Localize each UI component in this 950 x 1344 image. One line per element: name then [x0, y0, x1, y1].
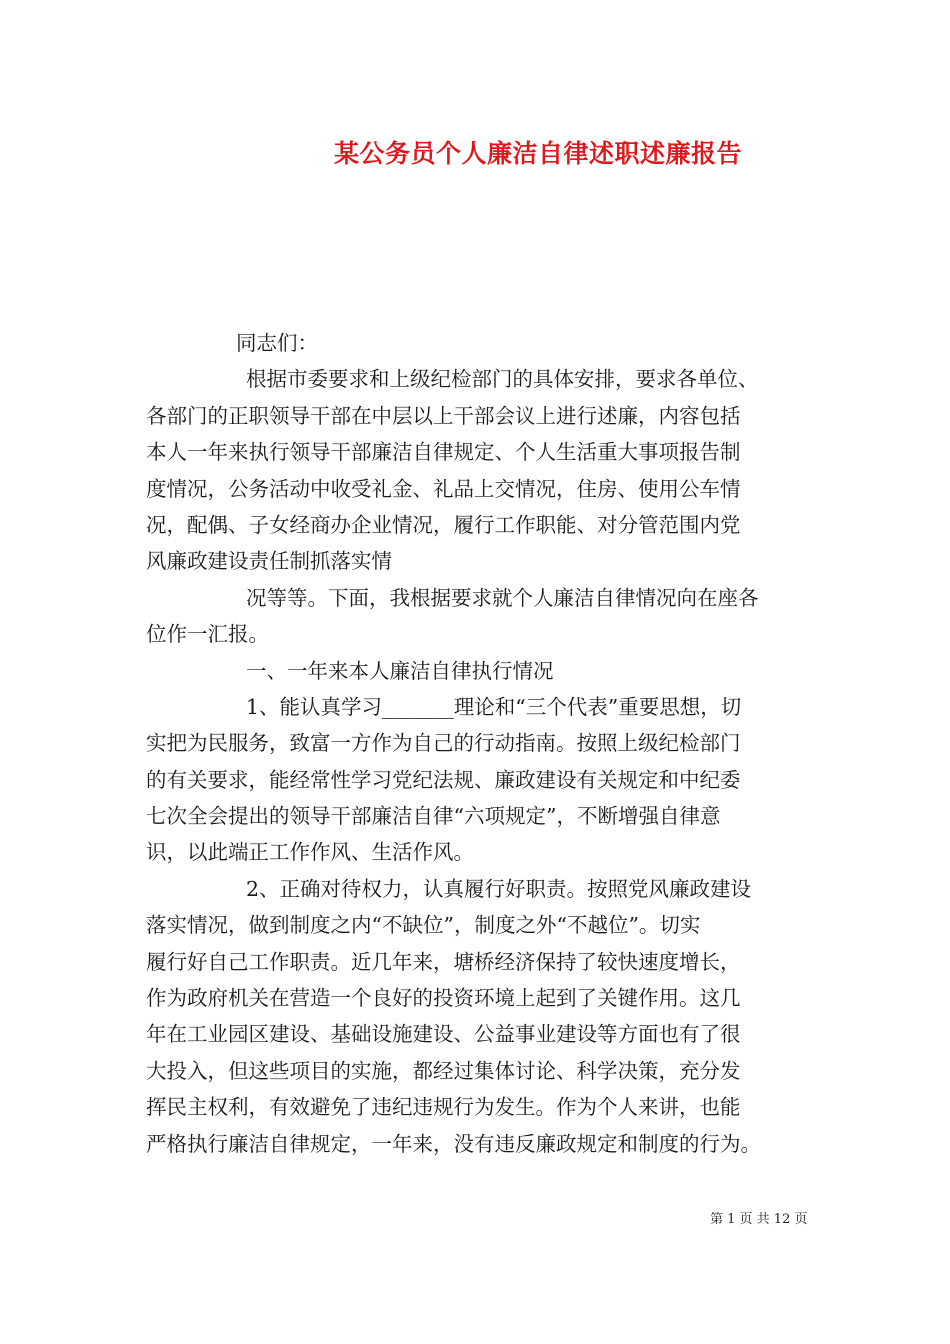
paragraph-1-line-1: 根据市委要求和上级纪检部门的具体安排，要求各单位、 — [246, 367, 759, 392]
item-2-line-2: 落实情况，做到制度之内“不缺位”，制度之外“不越位”。切实 — [146, 913, 701, 938]
item-2-line-4: 作为政府机关在营造一个良好的投资环境上起到了关键作用。这几 — [146, 986, 741, 1011]
item-2-line-6: 大投入，但这些项目的实施，都经过集体讨论、科学决策，充分发 — [146, 1058, 741, 1083]
item-2-line-1: 2、正确对待权力，认真履行好职责。按照党风廉政建设 — [246, 876, 752, 901]
paragraph-1-line-3: 本人一年来执行领导干部廉洁自律规定、个人生活重大事项报告制 — [146, 440, 741, 465]
paragraph-1-line-6: 风廉政建设责任制抓落实情 — [146, 549, 392, 574]
item-1-line-5: 识，以此端正工作作风、生活作风。 — [146, 840, 474, 865]
paragraph-1-line-2: 各部门的正职领导干部在中层以上干部会议上进行述廉，内容包括 — [146, 403, 741, 428]
document-title: 某公务员个人廉洁自律述职述廉报告 — [334, 139, 743, 168]
section-heading: 一、一年来本人廉洁自律执行情况 — [246, 658, 554, 683]
item-2-line-8: 严格执行廉洁自律规定，一年来，没有违反廉政规定和制度的行为。 — [146, 1131, 761, 1156]
item-1-line-3: 的有关要求，能经常性学习党纪法规、廉政建设有关规定和中纪委 — [146, 767, 741, 792]
item-2-line-3: 履行好自己工作职责。近几年来，塘桥经济保持了较快速度增长， — [146, 949, 741, 974]
paragraph-1-line-5: 况，配偶、子女经商办企业情况，履行工作职能、对分管范围内党 — [146, 512, 741, 537]
paragraph-2-line-2: 位作一汇报。 — [146, 622, 269, 647]
item-1-line-1: 1、能认真学习_______理论和“三个代表”重要思想，切 — [246, 694, 742, 719]
item-1-line-4: 七次全会提出的领导干部廉洁自律“六项规定”，不断增强自律意 — [146, 804, 721, 829]
item-2-line-5: 年在工业园区建设、基础设施建设、公益事业建设等方面也有了很 — [146, 1022, 741, 1047]
item-2-line-7: 挥民主权利，有效避免了违纪违规行为发生。作为个人来讲，也能 — [146, 1095, 741, 1120]
page-number: 第 1 页 共 12 页 — [710, 1212, 808, 1227]
item-1-line-2: 实把为民服务，致富一方作为自己的行动指南。按照上级纪检部门 — [146, 731, 741, 756]
paragraph-2-line-1: 况等等。下面，我根据要求就个人廉洁自律情况向在座各 — [246, 585, 759, 610]
salutation: 同志们： — [236, 331, 318, 355]
paragraph-1-line-4: 度情况，公务活动中收受礼金、礼品上交情况，住房、使用公车情 — [146, 476, 741, 501]
document-body — [146, 325, 810, 1162]
